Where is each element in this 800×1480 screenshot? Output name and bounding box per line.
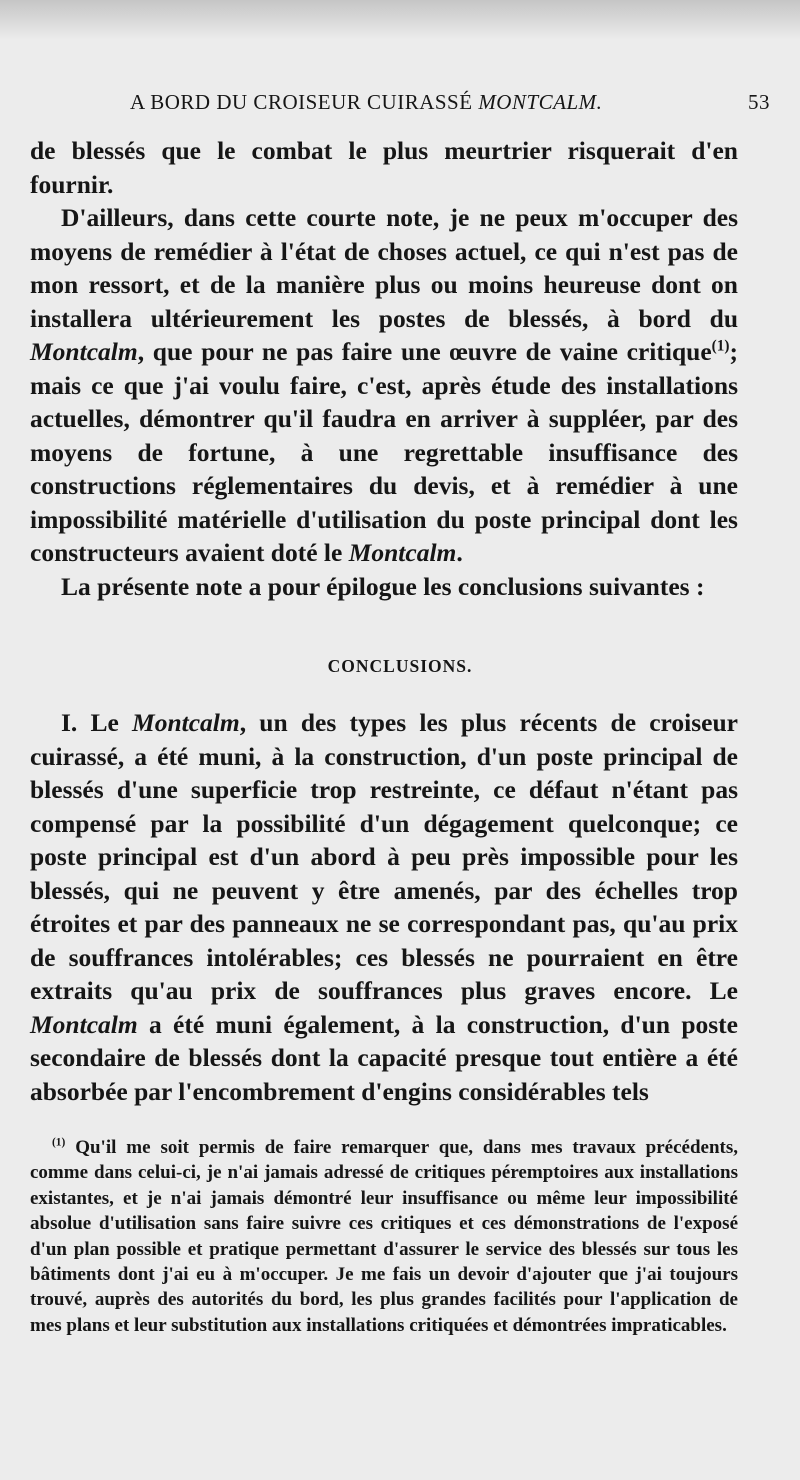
ship-name: Montcalm bbox=[348, 538, 457, 567]
page-number: 53 bbox=[748, 90, 770, 114]
ship-name: Montcalm bbox=[132, 708, 240, 737]
running-header bbox=[130, 90, 770, 124]
footnote bbox=[30, 1135, 738, 1338]
footnote-reference: (1) bbox=[711, 337, 730, 355]
footnote-text: Qu'il me soit permis de faire remarquer que, dans mes travaux précédents, comme dans celui-ci, je n'ai jamais adressé de critiques péremptoires aux installations existantes, et je n'ai jamais démontré leur insuffisance ou même leur impossibilité absolue d'utilisation sans faire suivre ces critiques et ces démonstrations de l'exposé d'un plan possible et pratique permettant d'assurer le service des blessés sur tous les bâtiments dont j'ai eu à m'occuper. Je me fais un devoir d'ajouter que j'ai toujours trouvé, auprès des autorités du bord, les plus grandes facilités pour l'application de mes plans et leur substitution aux installations critiquées et démontrées impraticables. bbox=[30, 1137, 738, 1336]
paragraph-text: D'ailleurs, dans cette courte note, je ne peux m'occuper des moyens de remédier à l'état de choses actuel, ce qui n'est pas de mon ressort, et de la manière plus ou moins heureuse dont on installera ultérieurement les postes de blessés, à bord du bbox=[30, 203, 738, 333]
ship-name: Montcalm bbox=[30, 337, 138, 366]
ship-name: Montcalm bbox=[30, 1009, 138, 1039]
paragraph-text: a été muni également, à la construction, d'un poste secondaire de blessés dont la capacité presque tout entière a été absorbée par l'encombrement d'engins considérables tels bbox=[30, 1009, 738, 1106]
paragraph-text: . bbox=[456, 538, 463, 567]
running-title-ship: MONTCALM. bbox=[478, 90, 603, 114]
footnote-paragraph bbox=[30, 1135, 738, 1338]
running-title bbox=[130, 90, 602, 115]
conclusion-item-1 bbox=[30, 706, 738, 1108]
footnote-marker: (1) bbox=[52, 1136, 66, 1149]
paragraph-text: , que pour ne pas faire une œuvre de vaine critique bbox=[137, 337, 712, 366]
running-title-text: A BORD DU CROISEUR CUIRASSÉ bbox=[130, 90, 479, 114]
paragraph-text: ; mais ce que j'ai voulu faire, c'est, après étude des installations actuelles, démontrer qu'il faudra en arriver à suppléer, par des moyens de fortune, à une regrettable insuffisance des constructions réglementaires du devis, et à remédier à une impossibilité matérielle d'utilisation du poste principal dont les constructeurs avaient doté le bbox=[30, 337, 738, 567]
conclusion-text bbox=[30, 706, 738, 1108]
section-heading: CONCLUSIONS. bbox=[327, 656, 473, 676]
main-text-top bbox=[30, 134, 738, 603]
paragraph-epilogue: La présente note a pour épilogue les conclusions suivantes : bbox=[61, 571, 705, 601]
paragraph-text: , un des types les plus récents de croiseur cuirassé, a été muni, à la construction, d'un poste principal de blessés d'une superficie trop restreinte, ce défaut n'étant pas compensé par la possibilité d'un dégagement quelconque; ce poste principal est d'un abord à peu près impossible pour les blessés, qui ne peuvent y être amenés, par des échelles trop étroites et par des panneaux ne se correspondant pas, qu'au prix de souffrances intolérables; ces blessés ne pourraient en être extraits qu'au prix de souffrances plus graves encore. Le bbox=[30, 708, 738, 1005]
paragraph-text: I. Le bbox=[61, 708, 133, 737]
paragraph-continuation: de blessés que le combat le plus meurtrier risquerait d'en fournir. bbox=[30, 136, 738, 199]
paragraph-dailleurs bbox=[30, 201, 738, 570]
